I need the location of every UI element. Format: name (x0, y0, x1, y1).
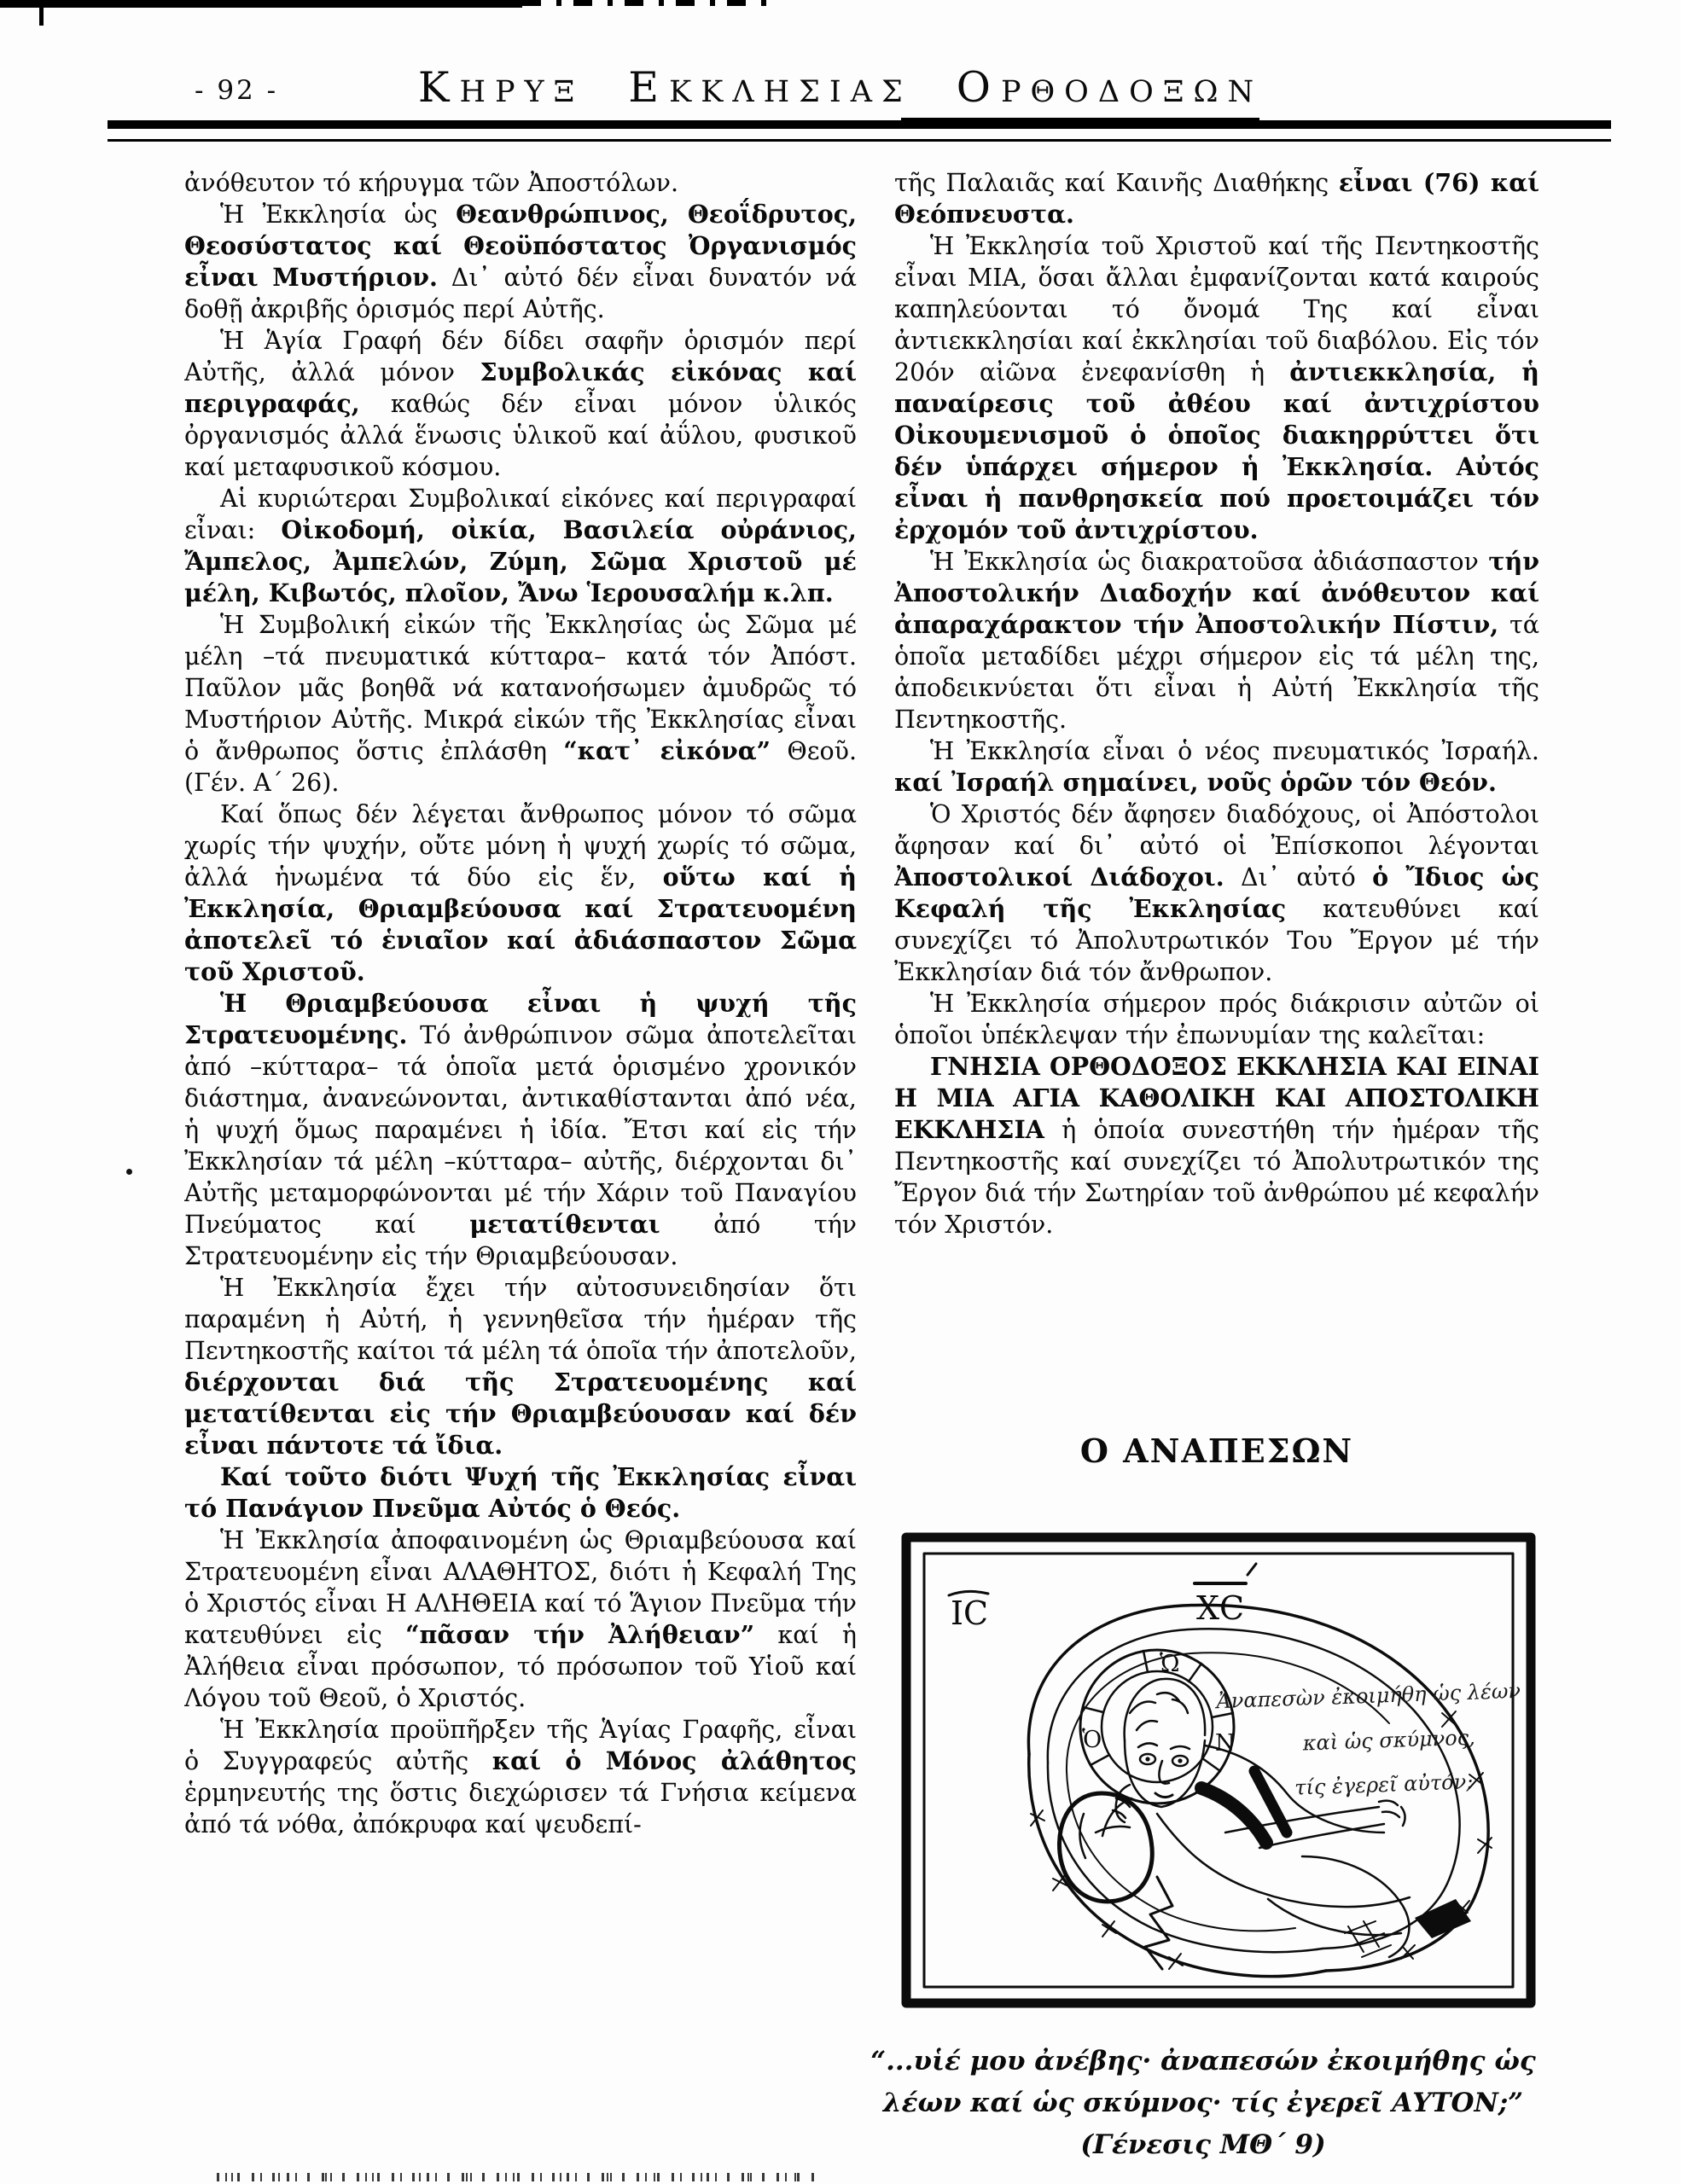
journal-title-word: ΚΗΡΥΞ (417, 63, 585, 112)
journal-title-word: ΕΚΚΛΗΣΙΑΣ (628, 63, 912, 112)
paragraph: Καί τοῦτο διότι Ψυχή τῆς Ἐκκλησίας εἶναι τό Πανάγιον Πνεῦμα Αὐτός ὁ Θεός. (184, 1462, 857, 1523)
paragraph: Ὁ Χριστός δέν ἄφησεν διαδόχους, οἱ Ἀπόστολοι ἄφησαν καί δι᾽ αὐτό οἱ Ἐπίσκοποι λέγονται Ἀποστολικοί Διάδοχοι. Δι᾽ αὐτό ὁ Ἴδιος ὡς Κεφαλή τῆς Ἐκκλησίας κατευθύνει καί συνεχίζει τό Ἀπολυτρωτικόν Του Ἔργον μέ τήν Ἐκκλησίαν διά τόν ἄνθρωπον. (894, 800, 1539, 986)
anapeson-icon-drawing (901, 1532, 1536, 2008)
icon-caption (865, 2041, 1541, 2166)
paragraph: Καί ὅπως δέν λέγεται ἄνθρωπος μόνον τό σῶμα χωρίς τήν ψυχήν, οὔτε μόνη ἡ ψυχή χωρίς τό σῶμα, ἀλλά ἡνωμένα τά δύο εἰς ἕν, οὕτω καί ἡ Ἐκκλησία, Θριαμβεύουσα καί Στρατευομένη ἀποτελεῖ τό ἑνιαῖον καί ἀδιάσπαστον Σῶμα τοῦ Χριστοῦ. (184, 800, 857, 986)
page-number: - 92 - (195, 75, 279, 106)
paragraph: Ἡ Ἐκκλησία προϋπῆρξεν τῆς Ἁγίας Γραφῆς, εἶναι ὁ Συγγραφεύς αὐτῆς καί ὁ Μόνος ἀλάθητος ἑρμηνευτής της ὅστις διεχώρισεν τά Γνήσια κείμενα ἀπό τά νόθα, ἀπόκρυφα καί ψευδεπί- (184, 1716, 857, 1838)
right-column (894, 167, 1539, 1421)
ic-xc-inscription (951, 1589, 1244, 1632)
paragraph: Αἱ κυριώτεραι Συμβολικαί εἰκόνες καί περιγραφαί εἶναι: Οἰκοδομή, οἰκία, Βασιλεία οὐράνιος, Ἄμπελος, Ἀμπελών, Ζύμη, Σῶμα Χριστοῦ μέ μέλη, Κιβωτός, πλοῖον, Ἄνω Ἱερουσαλήμ κ.λπ. (184, 485, 857, 607)
paragraph: τῆς Παλαιᾶς καί Καινῆς Διαθήκης εἶναι (76) καί Θεόπνευστα. (894, 168, 1539, 229)
halo-letters (1082, 1651, 1236, 1757)
paragraph: Ἡ Ἁγία Γραφή δέν δίδει σαφῆν ὁρισμόν περί Αὐτῆς, ἀλλά μόνον Συμβολικάς εἰκόνας καί περιγραφάς, καθώς δέν εἶναι μόνον ὑλικός ὀργανισμός ἀλλά ἕνωσις ὑλικοῦ καί ἀΰλου, φυσικοῦ καί μεταφυσικοῦ κόσμου. (184, 327, 857, 481)
caption-line: λέων καί ὡς σκύμνος· τίς ἐγερεῖ ΑΥΤΟΝ;” (882, 2088, 1524, 2118)
margin-speck (126, 1169, 132, 1175)
paragraph: Ἡ Συμβολική εἰκών τῆς Ἐκκλησίας ὡς Σῶμα μέ μέλη –τά πνευματικά κύτταρα– κατά τόν Ἀπόστ. Παῦλον μᾶς βοηθᾶ νά κατανοήσωμεν ἀμυδρῶς τό Μυστήριον Αὐτῆς. Μικρά εἰκών τῆς Ἐκκλησίας εἶναι ὁ ἄνθρωπος ὅστις ἐπλάσθη “κατ᾽ εἰκόνα” Θεοῦ. (Γέν. Α´ 26). (184, 611, 857, 797)
paragraph: Ἡ Ἐκκλησία ἀποφαινομένη ὡς Θριαμβεύουσα καί Στρατευομένη εἶναι ΑΛΑΘΗΤΟΣ, διότι ἡ Κεφαλή Της ὁ Χριστός εἶναι Η ΑΛΗΘΕΙΑ καί τό Ἅγιον Πνεῦμα τήν κατευθύνει εἰς “πᾶσαν τήν Ἀλήθειαν” καί ἡ Ἀλήθεια εἶναι πρόσωπον, τό πρόσωπον τοῦ Υἱοῦ καί Λόγου τοῦ Θεοῦ, ὁ Χριστός. (184, 1526, 857, 1712)
svg-text:ΙC: ΙC (951, 1594, 989, 1632)
svg-text:Ν: Ν (1215, 1730, 1236, 1757)
caption-line: “...υἱέ μου ἀνέβης· ἀναπεσών ἐκοιμήθης ὡς (870, 2046, 1536, 2077)
paragraph: ΓΝΗΣΙΑ ΟΡΘΟΔΟΞΟΣ ΕΚΚΛΗΣΙΑ ΚΑΙ ΕΙΝΑΙ Η ΜΙΑ ΑΓΙΑ ΚΑΘΟΛΙΚΗ ΚΑΙ ΑΠΟΣΤΟΛΙΚΗ ΕΚΚΛΗΣΙΑ ἡ ὁποία συνεστήθη τήν ἡμέραν τῆς Πεντηκοστῆς καί συνεχίζει τό Ἀπολυτρωτικόν της Ἔργον διά τήν Σωτηρίαν τοῦ ἀνθρώπου μέ κεφαλήν τόν Χριστόν. (894, 1052, 1539, 1239)
paragraph: Ἡ Ἐκκλησία ὡς διακρατοῦσα ἀδιάσπαστον τήν Ἀποστολικήν Διαδοχήν καί ἀνόθευτον καί ἀπαραχάρακτον τήν Ἀποστολικήν Πίστιν, τά ὁποῖα μεταδίδει μέχρι σήμερον εἰς τά μέλη της, ἀποδεικνύεται ὅτι εἶναι ἡ Αὐτή Ἐκκλησία τῆς Πεντηκοστῆς. (894, 547, 1539, 734)
paragraph: Ἡ Ἐκκλησία εἶναι ὁ νέος πνευματικός Ἰσραήλ. καί Ἰσραήλ σημαίνει, νοῦς ὁρῶν τόν Θεόν. (894, 737, 1539, 797)
left-column (184, 167, 857, 2174)
svg-text:Ὡ: Ὡ (1160, 1651, 1180, 1677)
paragraph: Ἡ Ἐκκλησία τοῦ Χριστοῦ καί τῆς Πεντηκοστῆς εἶναι ΜΙΑ, ὅσαι ἄλλαι ἐμφανίζονται κατά καιρούς καπηλεύονται τό ὄνομά Της καί εἶναι ἀντιεκκλησίαι καί ἐκκλησίαι τοῦ διαβόλου. Εἰς τόν 20όν αἰῶνα ἐνεφανίσθη ἡ ἀντιεκκλησία, ἡ παναίρεσις τοῦ ἀθέου καί ἀντιχρίστου Οἰκουμενισμοῦ ὁ ὁποῖος διακηρρύττει ὅτι δέν ὑπάρχει σήμερον ἡ Ἐκκλησία. Αὐτός εἶναι ἡ πανθρησκεία πού προετοιμάζει τόν ἐρχομόν τοῦ ἀντιχρίστου. (894, 232, 1539, 544)
caption-citation: (Γένεσις ΜΘ´ 9) (1080, 2129, 1326, 2160)
paragraph: Ἡ Ἐκκλησία ὡς Θεανθρώπινος, Θεοΐδρυτος, Θεοσύστατος καί Θεοϋπόστατος Ὀργανισμός εἶναι Μυστήριον. Δι᾽ αὐτό δέν εἶναι δυνατόν νά δοθῇ ἀκριβῆς ὁρισμός περί Αὐτῆς. (184, 200, 857, 323)
paragraph: Ἡ Ἐκκλησία ἔχει τήν αὐτοσυνειδησίαν ὅτι παραμένη ἡ Αὐτή, ἡ γεννηθεῖσα τήν ἡμέραν τῆς Πεντηκοστῆς καίτοι τά μέλη τά ὁποῖα τήν ἀποτελοῦν, διέρχονται διά τῆς Στρατευομένης καί μετατίθενται εἰς τήν Θριαμβεύουσαν καί δέν εἶναι πάντοτε τά ἴδια. (184, 1274, 857, 1460)
svg-text:καὶ ὡς σκύμνος,: καὶ ὡς σκύμνος, (1302, 1725, 1476, 1756)
paragraph: Ἡ Θριαμβεύουσα εἶναι ἡ ψυχή τῆς Στρατευομένης. Τό ἀνθρώπινον σῶμα ἀποτελεῖται ἀπό –κύτταρα– τά ὁποῖα μετά ὁρισμένο χρονικόν διάστημα, ἀνανεώνονται, ἀντικαθίστανται ἀπό νέα, ἡ ψυχή ὅμως παραμένει ἡ ἰδία. Ἔτσι καί εἰς τήν Ἐκκλησίαν τά μέλη –κύτταρα– αὐτῆς, διέρχονται δι᾽ Αὐτῆς μεταμορφώνονται μέ τήν Χάριν τοῦ Παναγίου Πνεύματος καί μετατίθενται ἀπό τήν Στρατευομένην εἰς τήν Θριαμβεύουσαν. (184, 989, 857, 1270)
svg-text:ΧC: ΧC (1196, 1589, 1245, 1627)
top-scan-artifact-line (0, 0, 522, 8)
journal-title-word: ΟΡΘΟΔΟΞΩΝ (956, 63, 1264, 112)
anapeson-heading: Ο ΑΝΑΠΕΣΩΝ (1079, 1432, 1354, 1470)
paragraph: Ἡ Ἐκκλησία σήμερον πρός διάκρισιν αὐτῶν οἱ ὁποῖοι ὑπέκλεψαν τήν ἐπωνυμίαν της καλεῖται: (894, 990, 1539, 1049)
svg-text:τίς ἐγερεῖ αὐτόν;: τίς ἐγερεῖ αὐτόν; (1294, 1769, 1474, 1800)
header-rule-thin (108, 139, 1611, 142)
svg-text:Ὁ: Ὁ (1082, 1727, 1102, 1753)
paragraph: ἀνόθευτον τό κήρυγμα τῶν Ἀποστόλων. (184, 169, 679, 197)
top-scan-artifact-dashes (522, 0, 775, 6)
header-rule-thick (108, 120, 1611, 129)
clipped-bottom-line (217, 2173, 819, 2181)
anapeson-icon-figure (901, 1532, 1536, 2008)
halo (1080, 1650, 1234, 1804)
journal-title (0, 63, 1681, 112)
top-scan-artifact-tick (39, 0, 44, 26)
svg-text:Ἀναπεσὼν ἐκοιμήθη ὡς λέων: Ἀναπεσὼν ἐκοιμήθη ὡς λέων (1215, 1678, 1521, 1714)
